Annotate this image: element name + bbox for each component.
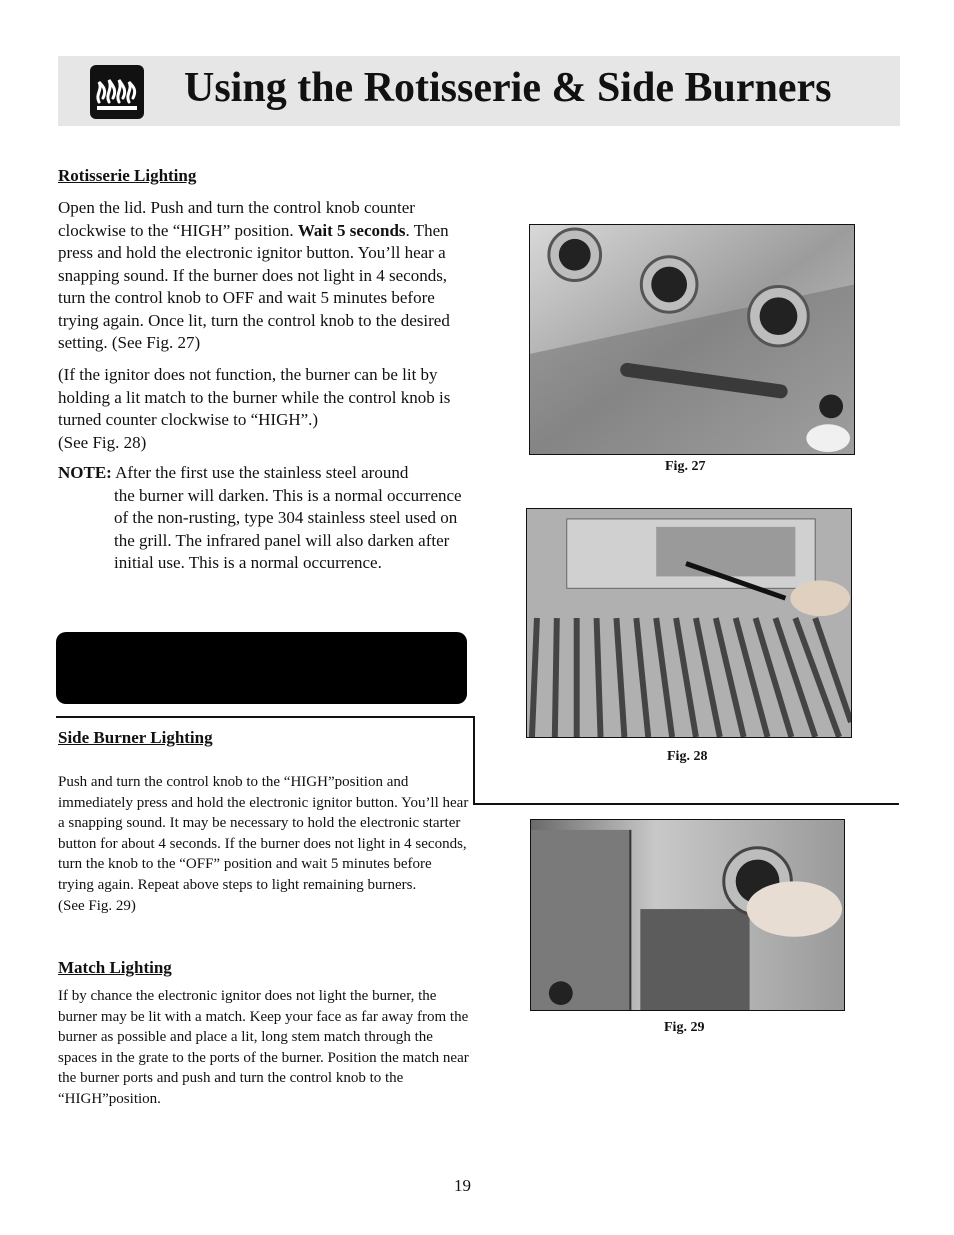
side-burner-paragraph <box>58 772 470 916</box>
side-burner-heading: Side Burner Lighting <box>58 728 213 747</box>
page-header <box>58 56 900 126</box>
para1-text-end: . Then press and hold the electronic ignitor button. You’ll hear a snapping sound. If the burner does not light in 4 seconds, turn the control knob to OFF and wait 5 minutes before trying again. Once lit, turn the control knob to the desired setting. (See Fig. 27) <box>58 220 450 352</box>
section-banner <box>56 632 467 704</box>
figure-27-caption: Fig. 27 <box>665 459 706 474</box>
figure-29-caption: Fig. 29 <box>664 1020 705 1035</box>
rotisserie-paragraph-1 <box>58 197 470 355</box>
note-first-line: After the first use the stainless steel around <box>111 463 409 482</box>
side-burner-text: Push and turn the control knob to the “HIGH”position and immediately press and hold the electronic ignitor button. You’ll hear a snapping sound. It may be necessary to hold the electronic starter button for about 4 seconds. If the burner does not light in 4 seconds, turn the knob to the “OFF” position and wait 5 minutes before trying again. Repeat above steps to light remaining burners. <box>58 774 469 893</box>
para1-bold: Wait 5 seconds <box>297 220 406 240</box>
note-text: the burner will darken. This is a normal occurrence of the non-rusting, type 304 stainless steel used on the grill. The infrared panel will also darken after initial use. This is a normal occurrence. <box>114 485 462 572</box>
figure-29-photo <box>530 819 845 1011</box>
para2-text: (If the ignitor does not function, the burner can be lit by holding a lit match to the burner while the control knob is turned counter clockwise to “HIGH”.) <box>58 365 451 429</box>
match-heading: Match Lighting <box>58 958 172 977</box>
note-block <box>58 462 478 575</box>
figure-27-photo <box>529 224 855 455</box>
flame-icon <box>89 64 145 120</box>
para1-text: Open the lid. Push and turn the control knob counter clockwise to the “HIGH” position. <box>58 198 415 240</box>
figure-28-photo <box>526 508 852 738</box>
divider-line <box>56 716 474 718</box>
para2-ref: (See Fig. 28) <box>58 432 147 452</box>
note-label: NOTE: <box>58 463 112 482</box>
divider-line-vertical <box>473 716 475 804</box>
side-burner-ref: (See Fig. 29) <box>58 897 136 914</box>
rotisserie-paragraph-2 <box>58 364 470 454</box>
match-paragraph: If by chance the electronic ignitor does not light the burner, the burner may be lit with a match. Keep your face as far away from the burner as possible and place a lit, long stem match through the spaces in the grate to the ports of the burner. Position the match near the burner ports and push and turn the control knob to the “HIGH”position. <box>58 988 469 1107</box>
rotisserie-heading: Rotisserie Lighting <box>58 166 197 185</box>
page-number: 19 <box>454 1176 471 1195</box>
divider-line-right <box>473 803 899 805</box>
figure-28-caption: Fig. 28 <box>667 749 708 764</box>
page-title: Using the Rotisserie & Side Burners <box>184 65 832 111</box>
